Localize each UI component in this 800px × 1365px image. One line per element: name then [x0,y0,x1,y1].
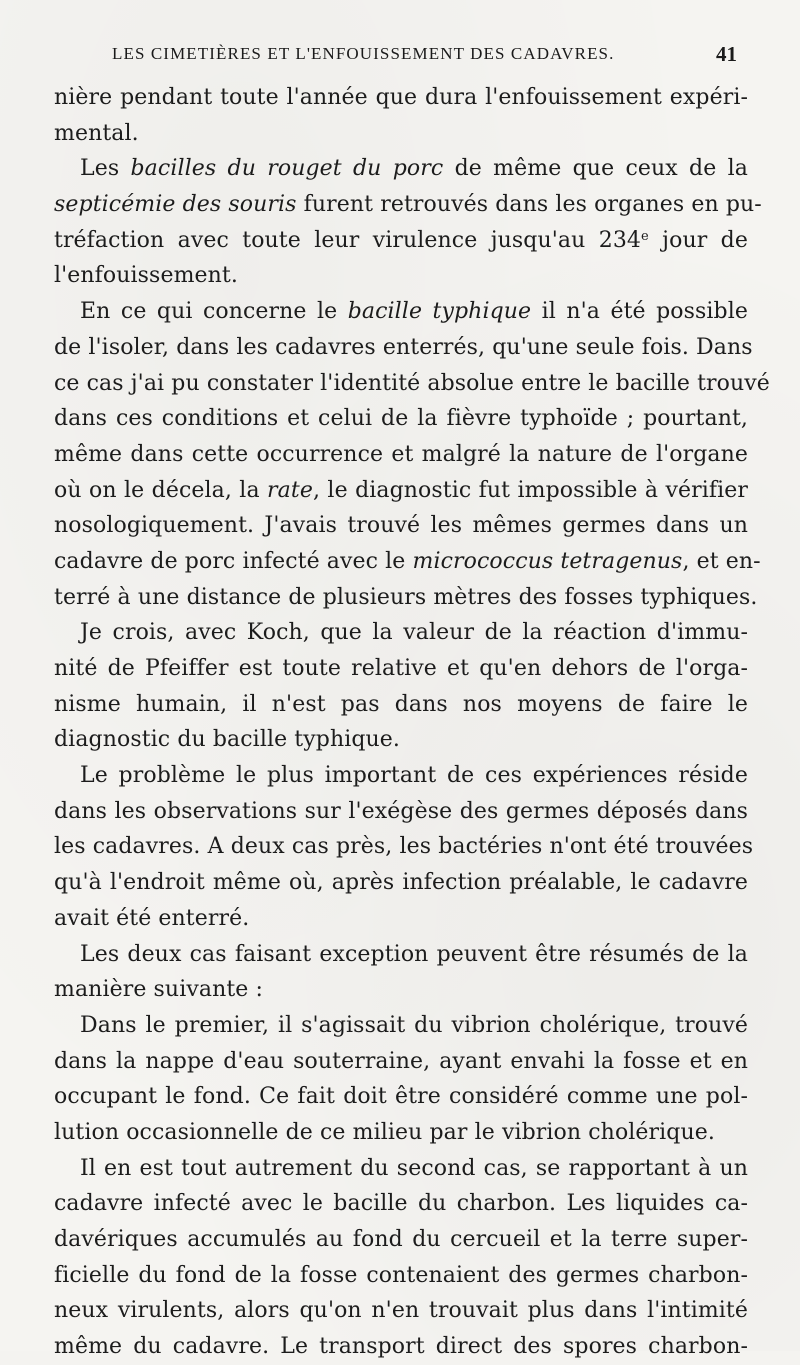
running-head: LES CIMETIÈRES ET L'ENFOUISSEMENT DES CADAVRES. [112,44,615,63]
text-line: Il en est tout autrement du second cas, se rapportant à un [80,1155,748,1181]
text-line: l'enfouissement. [54,263,238,289]
text-span: , et en- [682,548,761,574]
text-line: dans les observations sur l'exégèse des germes déposés dans [54,798,748,824]
text-line [54,187,762,223]
text-span: de même que ceux de la [443,156,748,182]
text-line: terré à une distance de plusieurs mètres des fosses typhiques. [54,584,758,610]
text-span: furent retrouvés dans les organes en pu- [296,192,762,218]
text-line [54,151,748,187]
text-line: de l'isoler, dans les cadavres enterrés, qu'une seule fois. Dans [54,334,753,360]
text-line: dans ces conditions et celui de la fièvre typhoïde ; pourtant, [54,406,748,432]
text-line: neux virulents, alors qu'on n'en trouvait plus dans l'intimité [54,1298,748,1324]
text-line: nité de Pfeiffer est toute relative et qu'en dehors de l'orga- [54,656,748,681]
text-span: cadavre de porc infecté avec le [54,548,413,574]
text-line [54,544,761,580]
text-span: , le diagnostic fut impossible à vérifier [312,477,748,503]
text-span: En ce qui concerne le [80,299,348,325]
italic-span: micrococcus tetragenus [412,548,683,574]
text-line: lution occasionnelle de ce milieu par le vibrion cholérique. [54,1119,715,1145]
text-line: Dans le premier, il s'agissait du vibrion cholérique, trouvé [80,1012,748,1038]
text-line: mental. [54,120,139,146]
text-span: tréfaction avec toute leur virulence jusqu'au 234 [54,227,642,253]
body-text [54,80,770,1365]
text-line [54,473,748,509]
text-line: avait été enterré. [54,905,250,931]
text-line: ficielle du fond de la fosse contenaient des germes charbon- [54,1262,748,1288]
text-line [54,223,748,259]
text-line: nosologiquement. J'avais trouvé les mêmes germes dans un [54,513,748,539]
text-line [54,294,748,330]
text-span: jour de [648,227,748,253]
text-line: occupant le fond. Ce fait doit être considéré comme une pol- [54,1084,748,1110]
text-line: dans la nappe d'eau souterraine, ayant envahi la fosse et en [54,1048,748,1074]
superscript: e [641,228,649,244]
text-line: ce cas j'ai pu constater l'identité absolue entre le bacille trouvé [54,370,770,396]
text-line: même dans cette occurrence et malgré la nature de l'organe [54,441,748,467]
text-span: il n'a été possible [531,299,748,325]
text-line: diagnostic du bacille typhique. [54,727,401,753]
text-line: nisme humain, il n'est pas dans nos moyens de faire le [54,691,748,717]
italic-span: bacilles du rouget du porc [130,156,444,182]
text-line: nière pendant toute l'année que dura l'enfouissement expéri- [54,85,748,110]
italic-span: rate [267,477,313,503]
text-line: Je crois, avec Koch, que la valeur de la réaction d'immu- [80,620,748,646]
italic-span: septicémie des souris [54,192,297,218]
text-line: manière suivante : [54,977,264,1003]
text-line: Les deux cas faisant exception peuvent être résumés de la [80,941,748,967]
text-line: cadavre infecté avec le bacille du charbon. Les liquides ca- [54,1191,748,1217]
text-line: davériques accumulés au fond du cercueil et la terre super- [54,1227,748,1252]
text-line: même du cadavre. Le transport direct des spores charbon- [54,1334,748,1360]
text-span: Les [80,156,131,182]
italic-span: bacille typhique [347,299,532,325]
page-number: 41 [716,42,737,66]
text-line: qu'à l'endroit même où, après infection préalable, le cadavre [54,870,748,896]
text-line: les cadavres. A deux cas près, les bactéries n'ont été trouvées [54,834,754,860]
text-line: Le problème le plus important de ces expériences réside [80,763,748,789]
text-span: où on le décela, la [54,477,268,503]
